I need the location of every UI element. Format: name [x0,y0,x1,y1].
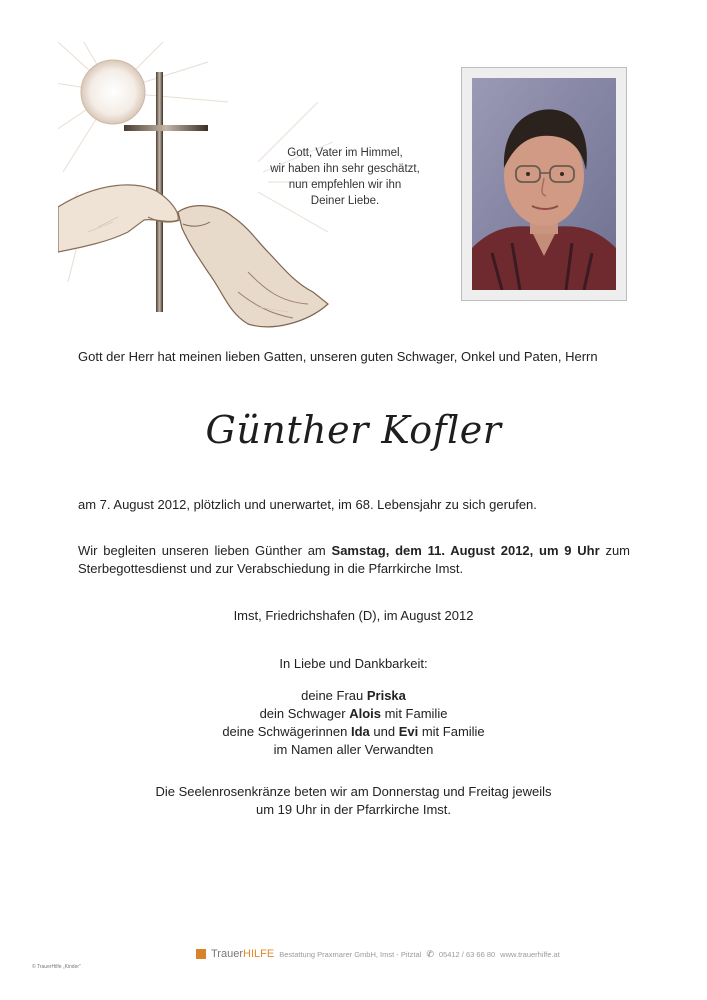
copyright-note: © TrauerHilfe „Kinder“ [32,964,81,970]
phone-icon: ✆ [426,948,434,959]
phone-number: 05412 / 63 66 80 [438,949,496,959]
family-line-sisters: deine Schwägerinnen Ida und Evi mit Familie [222,724,485,739]
rosary-line: um 19 Uhr in der Pfarrkirche Imst. [255,802,452,817]
closing-text: In Liebe und Dankbarkeit: [279,656,428,671]
verse-line: Deiner Liebe. [310,195,380,207]
deceased-name: Günther Kofler [205,408,502,452]
service-text-before: Wir begleiten unseren lieben Günther am [78,543,332,558]
wife-name: Priska [366,688,406,703]
service-text [78,542,630,578]
family-line-brother: dein Schwager Alois mit Familie [259,706,448,721]
portrait-photo [472,78,616,290]
sister-name: Ida [350,724,370,739]
brand-name-accent: HILFE [243,948,275,960]
rosary-text [0,783,707,819]
family-list [0,687,707,759]
footer [196,946,560,962]
verse-line: Gott, Vater im Himmel, [287,147,403,159]
sister-name: Evi [398,724,419,739]
verse-line: wir haben ihn sehr geschätzt, [270,163,420,175]
service-date: Samstag, dem 11. August 2012, um 9 Uhr [331,543,600,558]
place-date: Imst, Friedrichshafen (D), im August 2012 [233,608,474,623]
company-name: Bestattung Praxmarer GmbH, Imst - Pitztal [279,949,422,959]
website-link[interactable]: www.trauerhilfe.at [500,949,560,959]
intro-text: Gott der Herr hat meinen lieben Gatten, unseren guten Schwager, Onkel und Paten, Herrn [78,349,598,364]
called-home-text: am 7. August 2012, plötzlich und unerwartet, im 68. Lebensjahr zu sich gerufen. [78,497,537,512]
family-line-wife: deine Frau Priska [301,688,406,703]
rosary-line: Die Seelenrosenkränze beten wir am Donnerstag und Freitag jeweils [155,784,552,799]
brand-name: Trauer [211,948,243,960]
verse-line: nun empfehlen wir ihn [288,179,402,191]
brother-name: Alois [349,706,381,721]
family-line-relatives: im Namen aller Verwandten [273,742,434,757]
service-text-after: zum Sterbegottesdienst und zur Verabschiedung in die Pfarrkirche Imst. [78,543,631,576]
trauerhilfe-logo-icon [196,949,206,959]
verse [260,145,430,209]
portrait-frame [461,67,627,301]
